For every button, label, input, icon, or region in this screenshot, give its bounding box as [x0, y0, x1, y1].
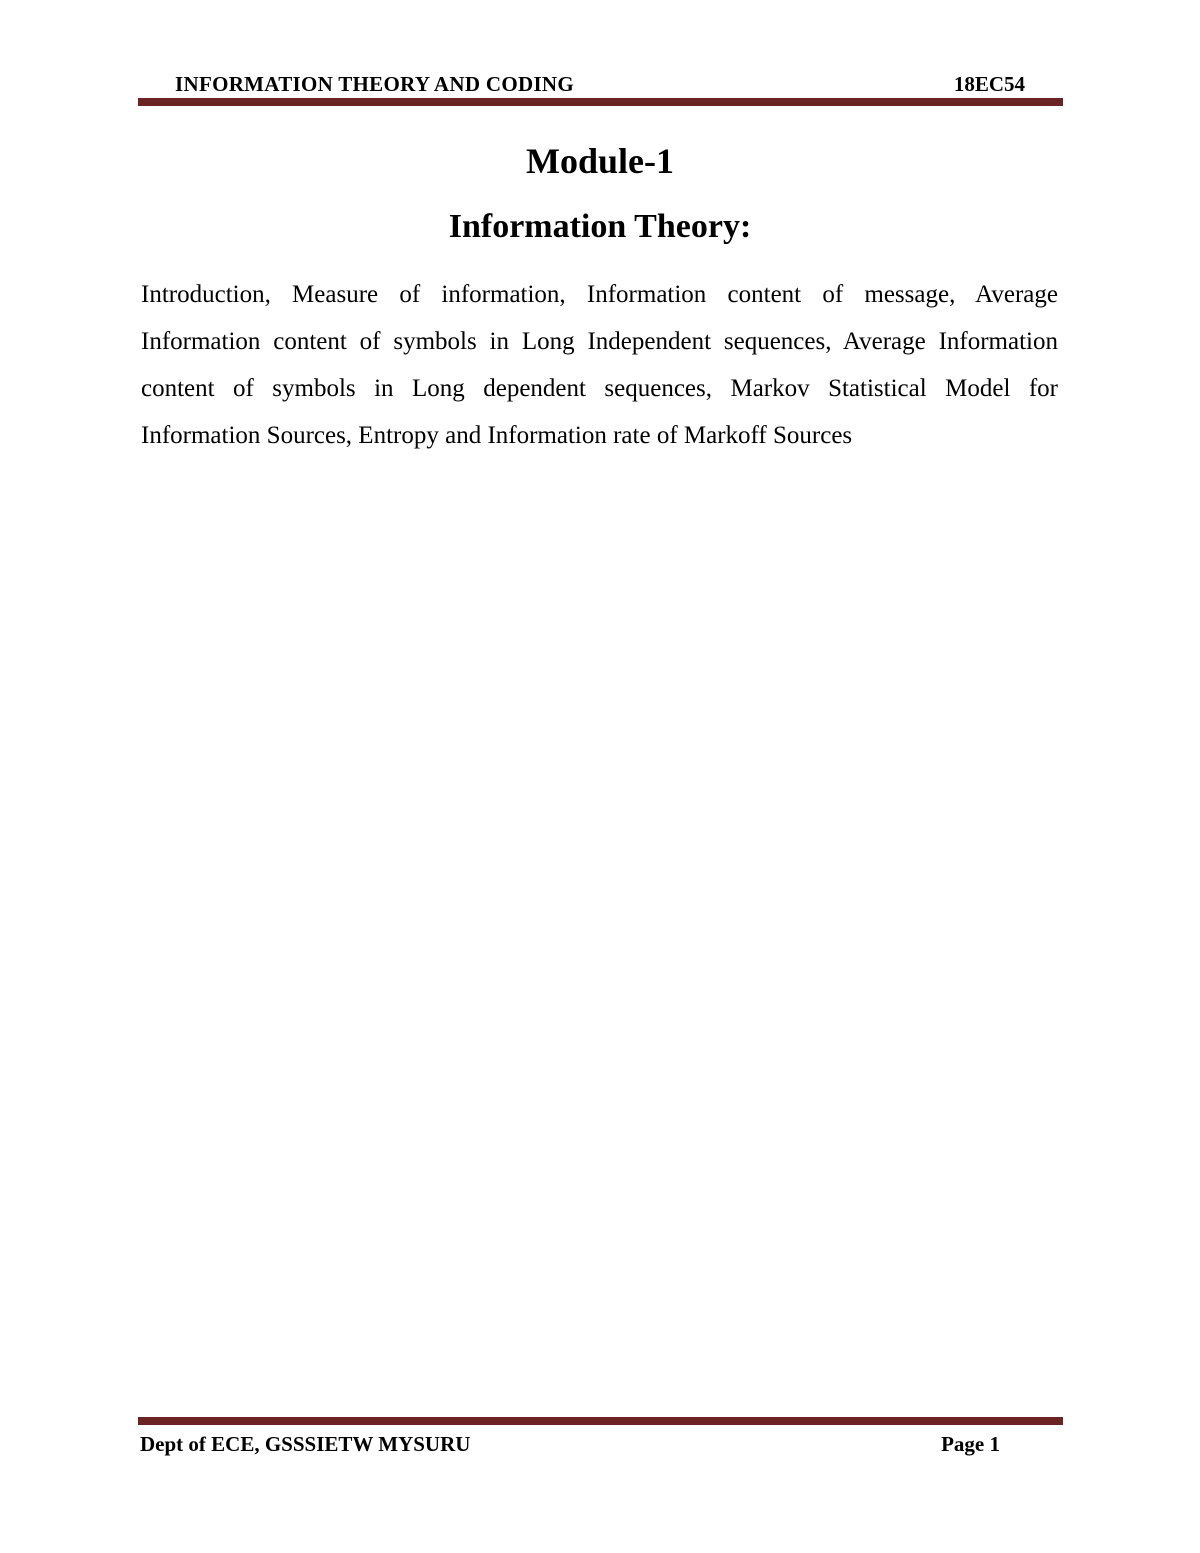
page-number: Page 1 — [941, 1432, 1000, 1456]
header-rule — [138, 98, 1063, 106]
page-footer — [140, 1430, 1062, 1460]
section-title: Information Theory: — [448, 208, 752, 245]
department-label: Dept of ECE, GSSSIETW MYSURU — [140, 1432, 471, 1456]
page-header — [140, 70, 1062, 98]
syllabus-paragraph: Introduction, Measure of information, Information content of message, Average Information content of symbols in Long Independent sequences, Average Information content of symbols in Long dependent sequences, Markov Statistical Model for Information Sources, Entropy and Information rate of Markoff Sources — [141, 281, 1058, 449]
course-code: 18EC54 — [953, 72, 1025, 96]
footer-rule — [138, 1417, 1063, 1425]
module-title: Module-1 — [526, 141, 674, 181]
course-title: INFORMATION THEORY AND CODING — [175, 72, 575, 96]
